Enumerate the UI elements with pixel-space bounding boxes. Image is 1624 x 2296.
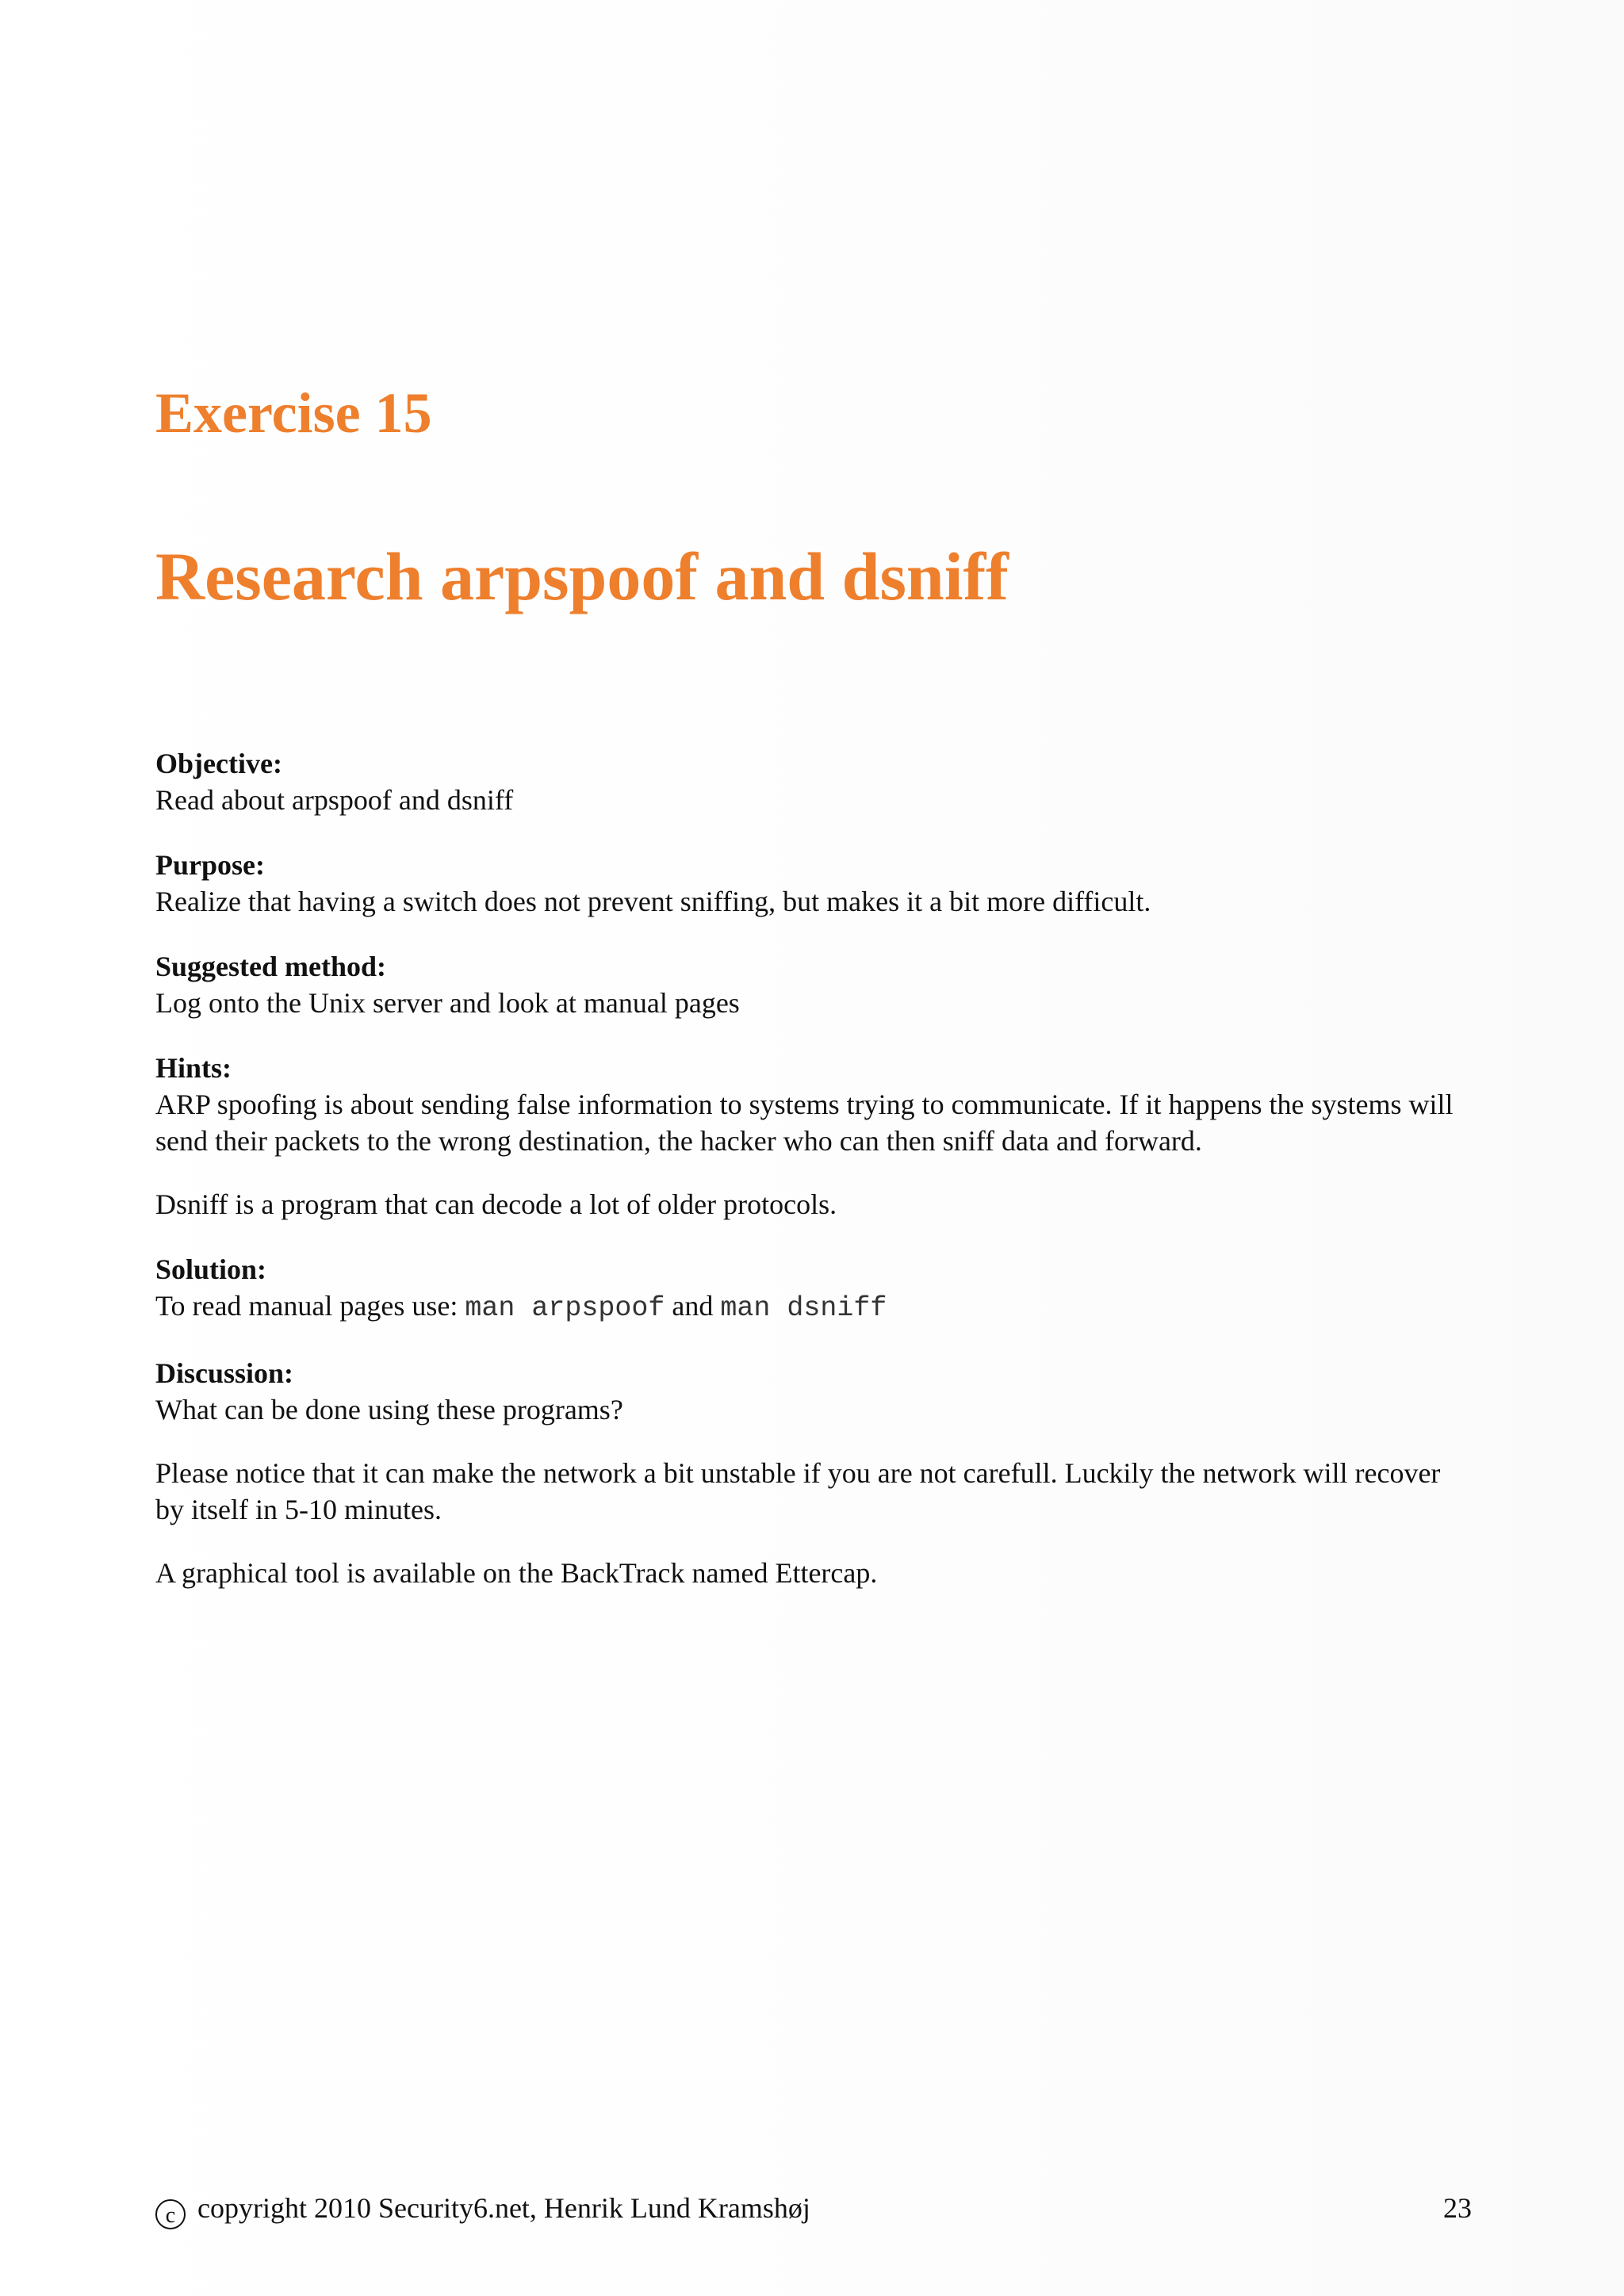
discussion-paragraph: Please notice that it can make the network a bit unstable if you are not carefull. Luckily the network will recover by itself in 5-10 minutes. [155, 1457, 1441, 1525]
solution-text [155, 1288, 1472, 1326]
section-discussion [155, 1355, 1472, 1591]
exercise-label: Exercise 15 [155, 381, 432, 445]
section-method [155, 948, 1472, 1021]
section-objective [155, 745, 1472, 818]
solution-prefix: To read manual pages use: [155, 1290, 465, 1322]
copyright-icon: c [155, 2199, 186, 2229]
command-man-arpspoof: man arpspoof [465, 1292, 665, 1324]
solution-heading: Solution: [155, 1253, 267, 1285]
purpose-heading: Purpose: [155, 849, 265, 881]
method-text: Log onto the Unix server and look at manual pages [155, 987, 740, 1019]
exercise-body [155, 745, 1472, 1620]
method-heading: Suggested method: [155, 951, 387, 982]
purpose-text: Realize that having a switch does not prevent sniffing, but makes it a bit more difficult. [155, 886, 1151, 917]
section-hints [155, 1050, 1472, 1223]
page-title: Research arpspoof and dsniff [155, 538, 1009, 614]
page-footer [155, 2190, 1472, 2229]
page-number: 23 [1443, 2192, 1472, 2224]
objective-text: Read about arpspoof and dsniff [155, 784, 514, 816]
discussion-paragraph: What can be done using these programs? [155, 1394, 623, 1425]
copyright-text: copyright 2010 Security6.net, Henrik Lund Kramshøj [197, 2192, 810, 2224]
hints-paragraph: ARP spoofing is about sending false information to systems trying to communicate. If it happens the systems will send their packets to the wrong destination, the hacker who can then sniff data and forward. [155, 1089, 1454, 1157]
section-solution [155, 1251, 1472, 1326]
discussion-heading: Discussion: [155, 1357, 294, 1389]
command-man-dsniff: man dsniff [720, 1292, 887, 1324]
objective-heading: Objective: [155, 748, 282, 779]
copyright-line [155, 2192, 810, 2228]
discussion-paragraph: A graphical tool is available on the BackTrack named Ettercap. [155, 1557, 878, 1589]
hints-paragraph: Dsniff is a program that can decode a lot of older protocols. [155, 1188, 837, 1220]
solution-connector: and [665, 1290, 721, 1322]
section-purpose [155, 847, 1472, 920]
hints-heading: Hints: [155, 1052, 232, 1084]
